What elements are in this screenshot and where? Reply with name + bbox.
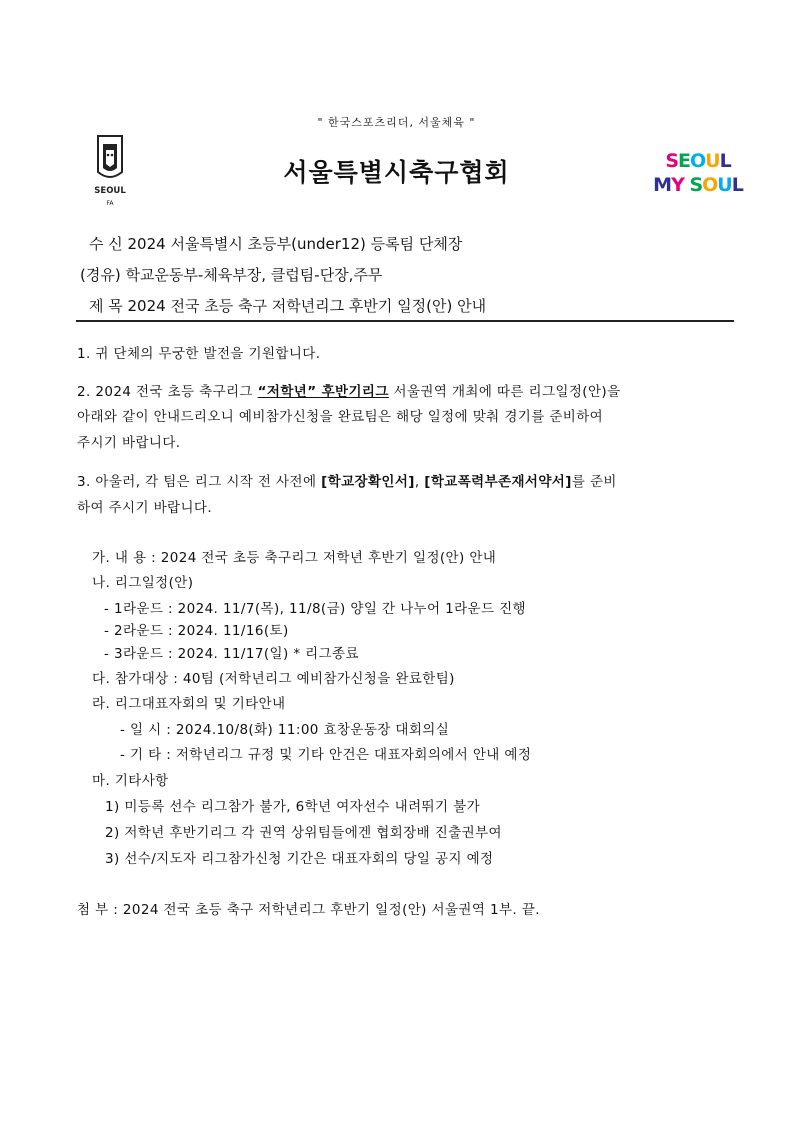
paragraph-2-line-2: 아래와 같이 안내드리오니 예비참가신청을 완료팀은 해당 일정에 맞춰 경기를 준비하여 xyxy=(77,409,604,425)
list-item: - 1라운드 : 2024. 11/7(목), 11/8(금) 양일 간 나누어 1라운드 진행 xyxy=(104,601,527,617)
list-item: - 3라운드 : 2024. 11/17(일) * 리그종료 xyxy=(104,646,359,662)
list-item: - 일 시 : 2024.10/8(화) 11:00 효창운동장 대회의실 xyxy=(120,722,450,738)
paragraph-3-line-2: 하여 주시기 바랍니다. xyxy=(77,500,213,516)
list-item: 3) 선수/지도자 리그참가신청 기간은 대표자회의 당일 공지 예정 xyxy=(105,851,494,867)
list-item: 2) 저학년 후반기리그 각 권역 상위팀들에겐 협회장배 진출권부여 xyxy=(105,825,502,841)
list-item: 가. 내 용 : 2024 전국 초등 축구리그 저학년 후반기 일정(안) 안내 xyxy=(92,550,497,566)
header-divider xyxy=(76,320,734,322)
paragraph-2-line-1 xyxy=(77,380,621,400)
p3-highlight-1: [학교장확인서] xyxy=(321,474,415,490)
list-item: - 2라운드 : 2024. 11/16(토) xyxy=(104,623,289,639)
logo-right-line-1: SEOUL xyxy=(665,150,731,172)
subject-line: 제 목 2024 전국 초등 축구 저학년리그 후반기 일정(안) 안내 xyxy=(89,297,487,315)
paragraph-2-line-3: 주시기 바랍니다. xyxy=(77,435,181,451)
slogan: " 한국스포츠리더, 서울체육 " xyxy=(317,116,476,129)
p3-highlight-2: [학교폭력부존재서약서] xyxy=(424,474,572,490)
p3-prefix: 3. 아울러, 각 팀은 리그 시작 전 사전에 xyxy=(77,474,322,490)
seoul-my-soul-logo xyxy=(653,147,743,197)
p2-suffix: 서울권역 개최에 따른 리그일정(안)을 xyxy=(388,384,621,400)
p2-highlight: “저학년” 후반기리그 xyxy=(257,384,389,400)
list-item: 1) 미등록 선수 리그참가 불가, 6학년 여자선수 내려뛰기 불가 xyxy=(105,799,481,815)
paragraph-3-line-1 xyxy=(77,470,617,490)
logo-left-text-1: SEOUL xyxy=(94,186,126,196)
via-line: (경유) 학교운동부-체육부장, 클럽팀-단장,주무 xyxy=(80,266,383,284)
list-item: 마. 기타사항 xyxy=(92,773,169,789)
list-item: - 기 타 : 저학년리그 규정 및 기타 안건은 대표자회의에서 안내 예정 xyxy=(120,747,532,763)
logo-right-line-2: MY SOUL xyxy=(653,174,743,196)
logo-left-text-2: FA xyxy=(106,200,114,207)
list-item: 나. 리그일정(안) xyxy=(92,575,194,591)
recipient-line: 수 신 2024 서울특별시 초등부(under12) 등록팀 단체장 xyxy=(89,235,463,253)
org-title: 서울특별시축구협회 xyxy=(283,158,510,187)
list-item: 라. 리그대표자회의 및 기타안내 xyxy=(92,696,286,712)
p2-prefix: 2. 2024 전국 초등 축구리그 xyxy=(77,384,258,400)
paragraph-1: 1. 귀 단체의 무궁한 발전을 기원합니다. xyxy=(77,346,321,362)
attachment-line: 첨 부 : 2024 전국 초등 축구 저학년리그 후반기 일정(안) 서울권역 1부. 끝. xyxy=(77,902,540,918)
p3-suffix: 를 준비 xyxy=(571,474,617,490)
list-item: 다. 참가대상 : 40팀 (저학년리그 예비참가신청을 완료한팀) xyxy=(92,671,455,687)
p3-mid: , xyxy=(414,474,425,490)
